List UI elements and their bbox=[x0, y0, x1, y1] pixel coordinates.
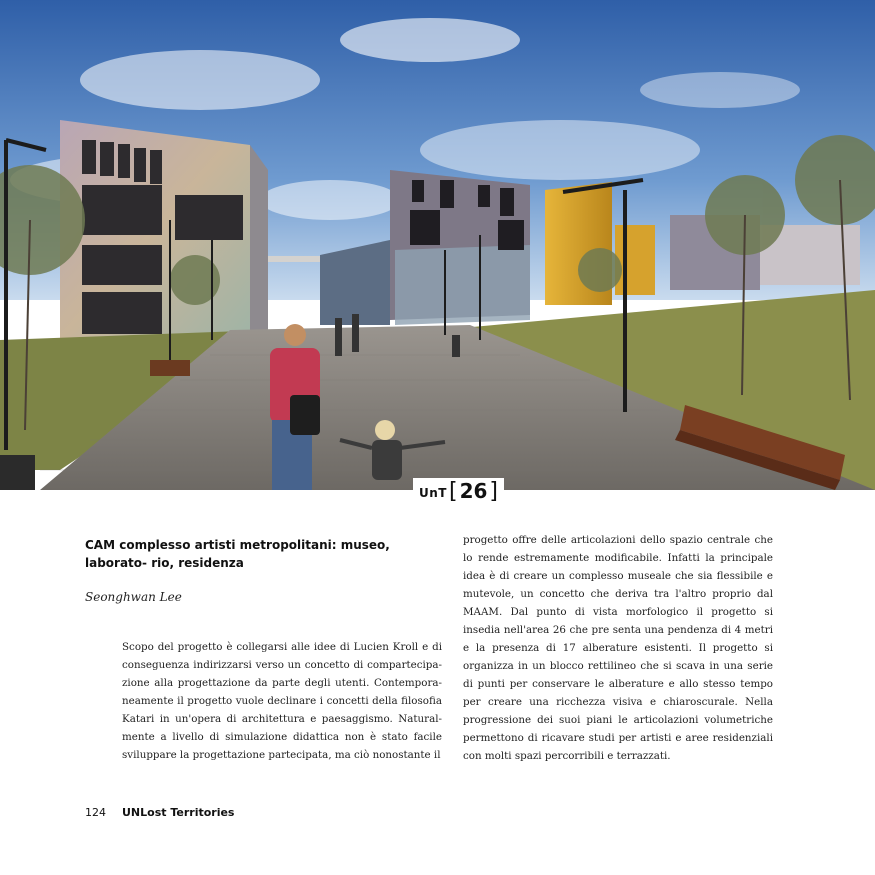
bracket-close: ] bbox=[489, 478, 499, 504]
page-footer bbox=[85, 806, 234, 819]
issue-badge bbox=[413, 478, 504, 504]
issue-number: 26 bbox=[459, 479, 488, 503]
article-title: CAM complesso artisti metropolitani: museo, laborato- rio, residenza bbox=[85, 538, 390, 570]
page-number: 124 bbox=[85, 806, 106, 819]
body-column-left: Scopo del progetto è collegarsi alle idee di Lucien Kroll e di conseguenza indirizzarsi verso un concetto di compartecipa- zione alla progettazione da parte degli utenti. Contempora- neamente il progetto vuole declinare i concetti della filosofia Katari in un'opera di architettura e paesaggismo. Natural- mente a livello di simulazione didattica non è stato facile sviluppare la progettazione partecipata, ma ciò nonostante il bbox=[122, 641, 442, 761]
body-column-right: progetto offre delle articolazioni dello spazio centrale che lo rende estremamente modificabile. Infatti la principale idea è di creare un complesso museale che sia flessibile e mutevole, un concetto che deriva tra l'altro proprio dal MAAM. Dal punto di vista morfologico il progetto si insedia nell'area 26 che pre senta una pendenza di 4 metri e la presenza di 17 alberature esistenti. Il progetto si organizza in un blocco rettilineo che si scava in una serie di punti per conservare le alberature e allo stesso tempo per creare una ricchezza visiva e chiaroscurale. Nella progressione dei suoi piani le articolazioni volumetriche permettono di ricavare studi per artisti e aree residenziali con molti spazi percorribili e terrazzati. bbox=[463, 534, 773, 762]
bracket-open: [ bbox=[448, 478, 458, 504]
issue-prefix: UnT bbox=[419, 486, 447, 500]
article-author: Seonghwan Lee bbox=[85, 590, 182, 604]
journal-name: UNLost Territories bbox=[122, 806, 235, 819]
